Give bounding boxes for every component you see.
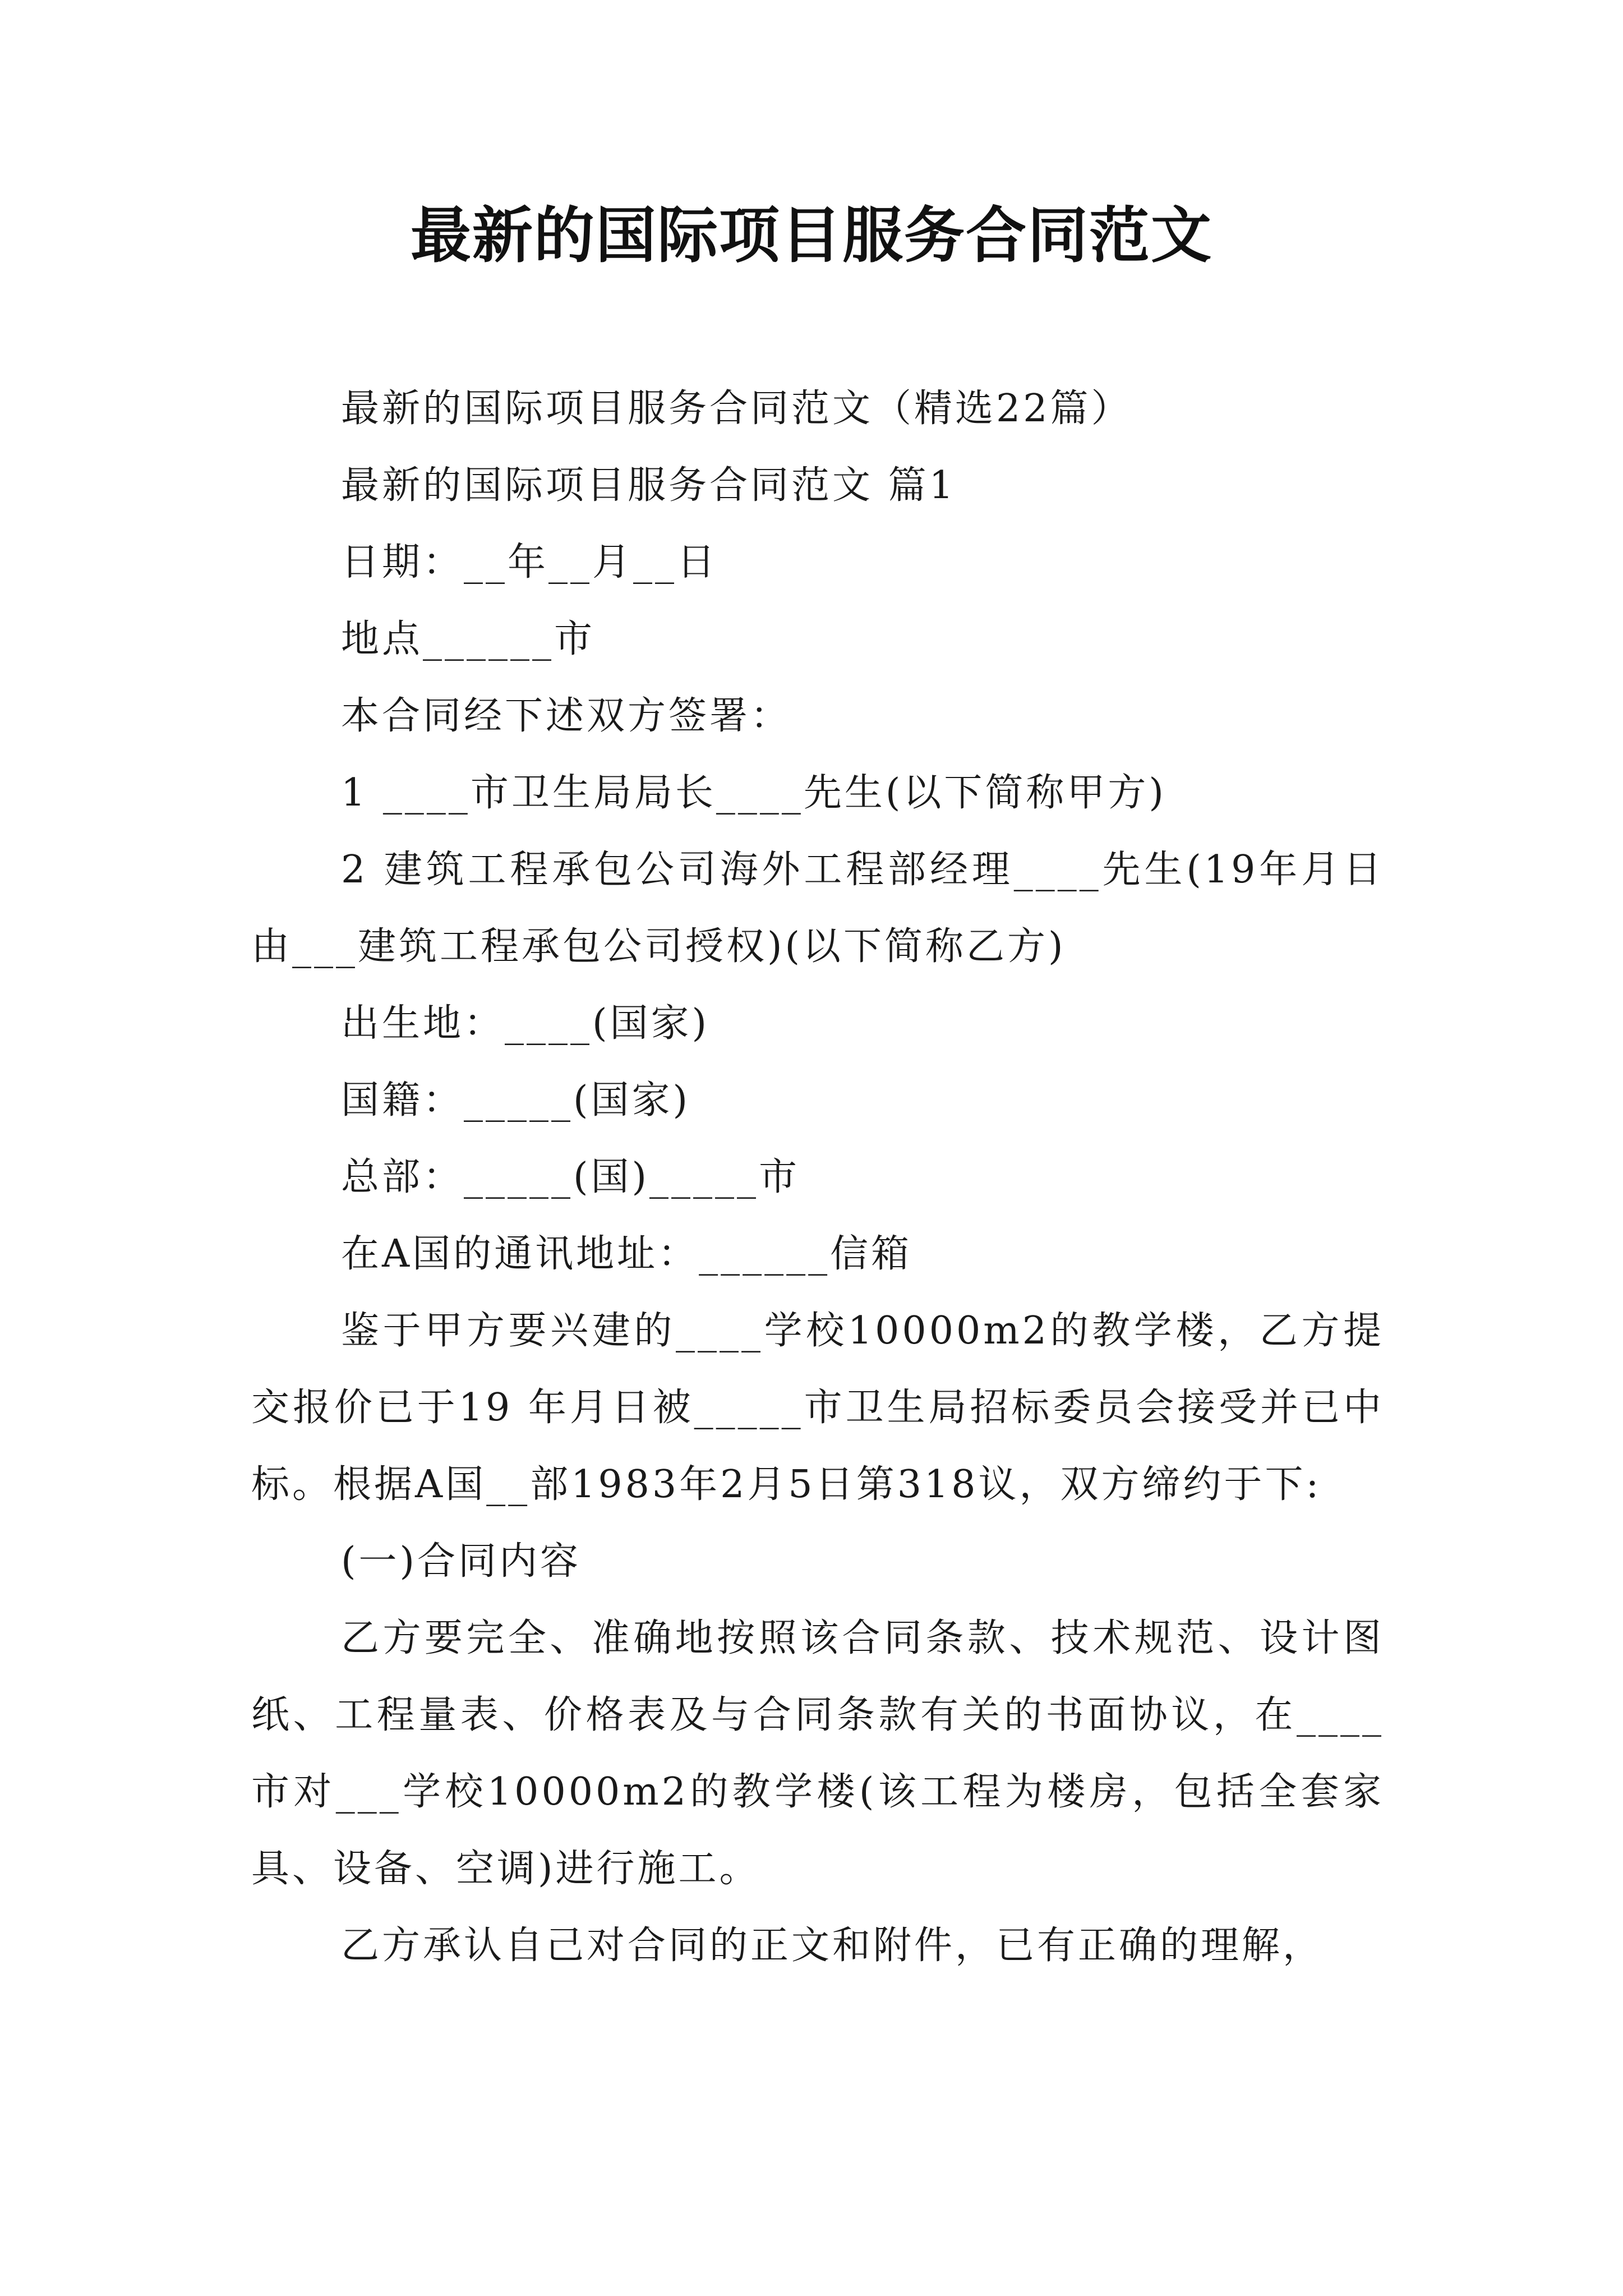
paragraph-whereas: 鉴于甲方要兴建的____学校10000m2的教学楼，乙方提交报价已于19 年月日被_____市卫生局招标委员会接受并已中标。根据A国__部1983年2月5日第318议，双方缔约于下: xyxy=(251,1309,1384,1507)
paragraph-party-a: 1 ____市卫生局局长____先生(以下简称甲方) xyxy=(341,771,1166,815)
paragraph-section-heading: 最新的国际项目服务合同范文 篇1 xyxy=(341,463,956,508)
document-title: 最新的国际项目服务合同范文 xyxy=(410,200,1212,271)
paragraph-acknowledgement: 乙方承认自己对合同的正文和附件，已有正确的理解， xyxy=(341,1924,1324,1968)
paragraph-signatories-intro: 本合同经下述双方签署： xyxy=(341,694,792,738)
paragraph-contract-content-heading: (一)合同内容 xyxy=(341,1539,582,1584)
paragraph-nationality: 国籍：_____(国家) xyxy=(341,1078,691,1122)
paragraph-subtitle: 最新的国际项目服务合同范文（精选22篇） xyxy=(341,386,1132,431)
paragraph-headquarters: 总部：_____(国)_____市 xyxy=(341,1155,800,1199)
paragraph-address: 在A国的通讯地址：______信箱 xyxy=(341,1232,912,1276)
paragraph-contract-scope: 乙方要完全、准确地按照该合同条款、技术规范、设计图纸、工程量表、价格表及与合同条款有关的书面协议，在____市对___学校10000m2的教学楼(该工程为楼房，包括全套家具、设备、空调)进行施工。 xyxy=(251,1616,1384,1891)
paragraph-date: 日期：__年__月__日 xyxy=(341,540,718,585)
paragraph-location: 地点______市 xyxy=(341,617,596,661)
document-body xyxy=(251,370,1384,1984)
paragraph-party-b: 2 建筑工程承包公司海外工程部经理____先生(19年月日由___建筑工程承包公司授权)(以下简称乙方) xyxy=(251,848,1384,969)
paragraph-birthplace: 出生地：____(国家) xyxy=(341,1001,710,1046)
